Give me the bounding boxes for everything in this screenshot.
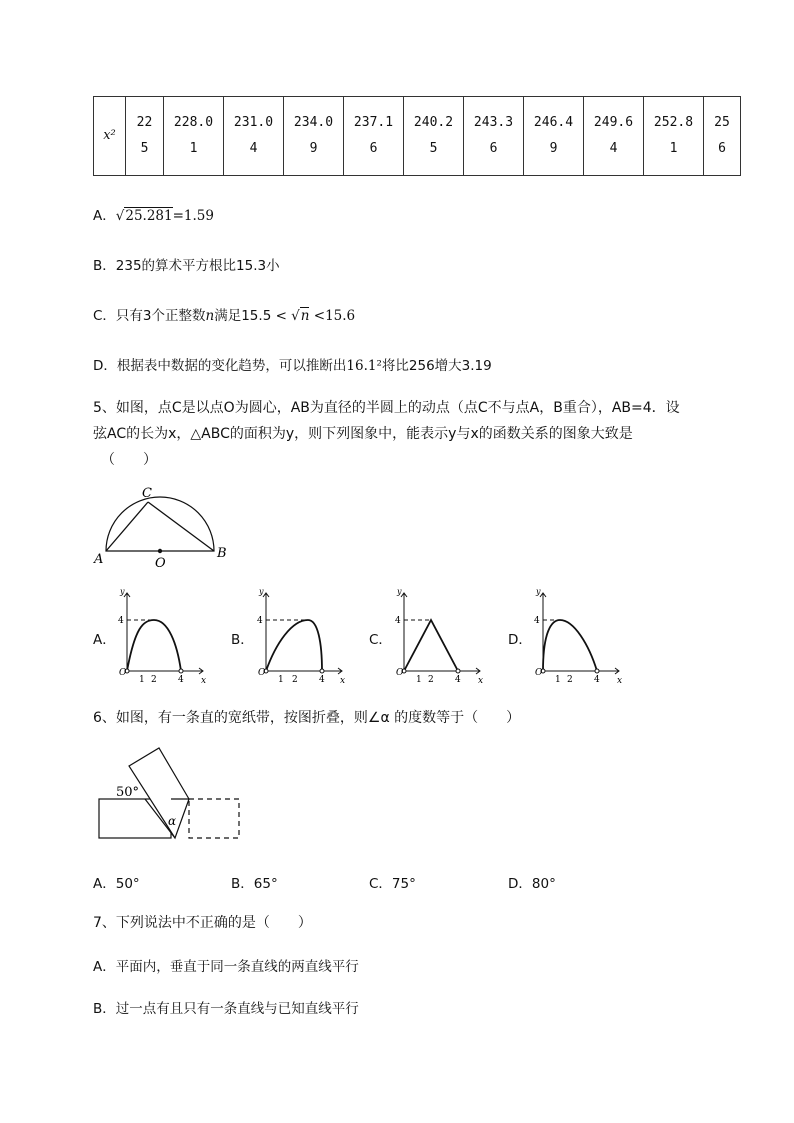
q7-option-b: B．过一点有且只有一条直线与已知直线平行 xyxy=(93,1001,359,1017)
option-a-result: =1.59 xyxy=(172,208,214,224)
curve xyxy=(127,620,181,671)
semicircle-outline xyxy=(106,497,214,551)
svg-text:1: 1 xyxy=(139,675,145,685)
q5-option-a-label: A． xyxy=(93,632,116,648)
svg-text:x: x xyxy=(617,676,623,686)
chord-cb xyxy=(148,502,214,551)
center-point xyxy=(158,549,162,553)
option-c-prefix: C．只有3个正整数 xyxy=(93,308,206,324)
option-c-mid: 满足15.5 < xyxy=(214,308,292,324)
table-cell: 246.4 9 xyxy=(524,97,584,176)
svg-text:1: 1 xyxy=(555,675,561,685)
table-cell: 249.6 4 xyxy=(584,97,644,176)
q5-option-d-label: D． xyxy=(508,632,532,648)
table-cell: 243.3 6 xyxy=(464,97,524,176)
table-cell: 237.1 6 xyxy=(344,97,404,176)
graph-c xyxy=(390,583,485,688)
table-cell: 228.0 1 xyxy=(164,97,224,176)
option-c-end: <15.6 xyxy=(309,308,356,324)
svg-text:2: 2 xyxy=(292,675,298,685)
folded-strip-figure xyxy=(95,745,250,845)
option-d-expr: 16.1² xyxy=(346,358,382,374)
table-cell: 234.0 9 xyxy=(284,97,344,176)
q6-option-c: C．75° xyxy=(369,876,416,892)
q5-line3: （ ） xyxy=(101,452,157,468)
option-d-end: 将比256增大3.19 xyxy=(381,358,492,374)
q4-option-b: B．235的算术平方根比15.3小 xyxy=(93,258,280,274)
svg-text:1: 1 xyxy=(416,675,422,685)
table-cell: 231.0 4 xyxy=(224,97,284,176)
label-b: B xyxy=(217,546,227,561)
svg-text:4: 4 xyxy=(534,616,540,626)
var-n: n xyxy=(205,308,215,324)
q5-option-c-label: C． xyxy=(369,632,392,648)
table-cell: 252.8 1 xyxy=(644,97,704,176)
alpha-label: α xyxy=(168,814,177,828)
option-d-prefix: D．根据表中数据的变化趋势，可以推断出 xyxy=(93,358,347,374)
svg-text:y: y xyxy=(536,587,541,596)
triangle-curve xyxy=(404,620,458,671)
q6-option-a: A．50° xyxy=(93,876,140,892)
svg-text:y: y xyxy=(259,587,264,596)
graph-b xyxy=(252,583,347,688)
label-c: C xyxy=(142,486,152,501)
table-cell: 22 5 xyxy=(126,97,164,176)
svg-text:2: 2 xyxy=(151,675,157,685)
q5-stem xyxy=(93,395,743,473)
angle-50-label: 50° xyxy=(116,785,140,800)
graph-a xyxy=(113,583,208,688)
q5-line2: 弦AC的长为x，△ABC的面积为y，则下列图象中，能表示y与x的函数关系的图象大致是 xyxy=(93,426,633,442)
table-cell: 25 6 xyxy=(704,97,741,176)
svg-text:4: 4 xyxy=(395,616,401,626)
curve xyxy=(543,620,597,671)
label-o: O xyxy=(155,556,166,571)
q6-option-b: B．65° xyxy=(231,876,278,892)
graph-d xyxy=(529,583,624,688)
table-row xyxy=(94,97,741,176)
svg-text:x: x xyxy=(201,676,207,686)
svg-text:O: O xyxy=(396,668,404,678)
q6-stem: 6、如图，有一条直的宽纸带，按图折叠，则∠α 的度数等于（ ） xyxy=(93,710,521,726)
q4-option-c: C．只有3个正整数n满足15.5 < √n <15.6 xyxy=(93,308,356,324)
sqrt-n: n xyxy=(300,308,310,324)
svg-text:y: y xyxy=(120,587,125,596)
q4-option-a: A．√25.281=1.59 xyxy=(93,208,214,224)
svg-text:4: 4 xyxy=(594,675,600,685)
squares-table xyxy=(93,96,741,176)
q5-line1: 5、如图，点C是以点O为圆心，AB为直径的半圆上的动点（点C不与点A，B重合），AB=4．设 xyxy=(93,400,680,416)
strip-dashed xyxy=(189,799,239,838)
table-cell: 240.2 5 xyxy=(404,97,464,176)
svg-text:x: x xyxy=(478,676,484,686)
semicircle-figure xyxy=(92,482,242,572)
svg-text:O: O xyxy=(119,668,127,678)
svg-text:4: 4 xyxy=(319,675,325,685)
svg-text:4: 4 xyxy=(455,675,461,685)
table-header-cell xyxy=(94,97,126,176)
curve xyxy=(266,620,322,671)
svg-text:1: 1 xyxy=(278,675,284,685)
q4-option-d xyxy=(93,354,492,374)
svg-text:4: 4 xyxy=(118,616,124,626)
svg-text:y: y xyxy=(397,587,402,596)
axes xyxy=(124,593,203,674)
svg-text:2: 2 xyxy=(567,675,573,685)
svg-text:O: O xyxy=(535,668,543,678)
q7-stem: 7、下列说法中不正确的是（ ） xyxy=(93,915,312,931)
svg-text:2: 2 xyxy=(428,675,434,685)
option-prefix: A． xyxy=(93,208,116,224)
q5-option-b-label: B． xyxy=(231,632,254,648)
q7-option-a: A．平面内，垂直于同一条直线的两直线平行 xyxy=(93,959,359,975)
svg-text:x: x xyxy=(340,676,346,686)
radicand: 25.281 xyxy=(125,208,173,224)
svg-text:4: 4 xyxy=(257,616,263,626)
svg-text:O: O xyxy=(258,668,266,678)
x-squared-label: x² xyxy=(103,128,116,143)
q6-option-d: D．80° xyxy=(508,876,556,892)
label-a: A xyxy=(94,552,104,567)
svg-text:4: 4 xyxy=(178,675,184,685)
